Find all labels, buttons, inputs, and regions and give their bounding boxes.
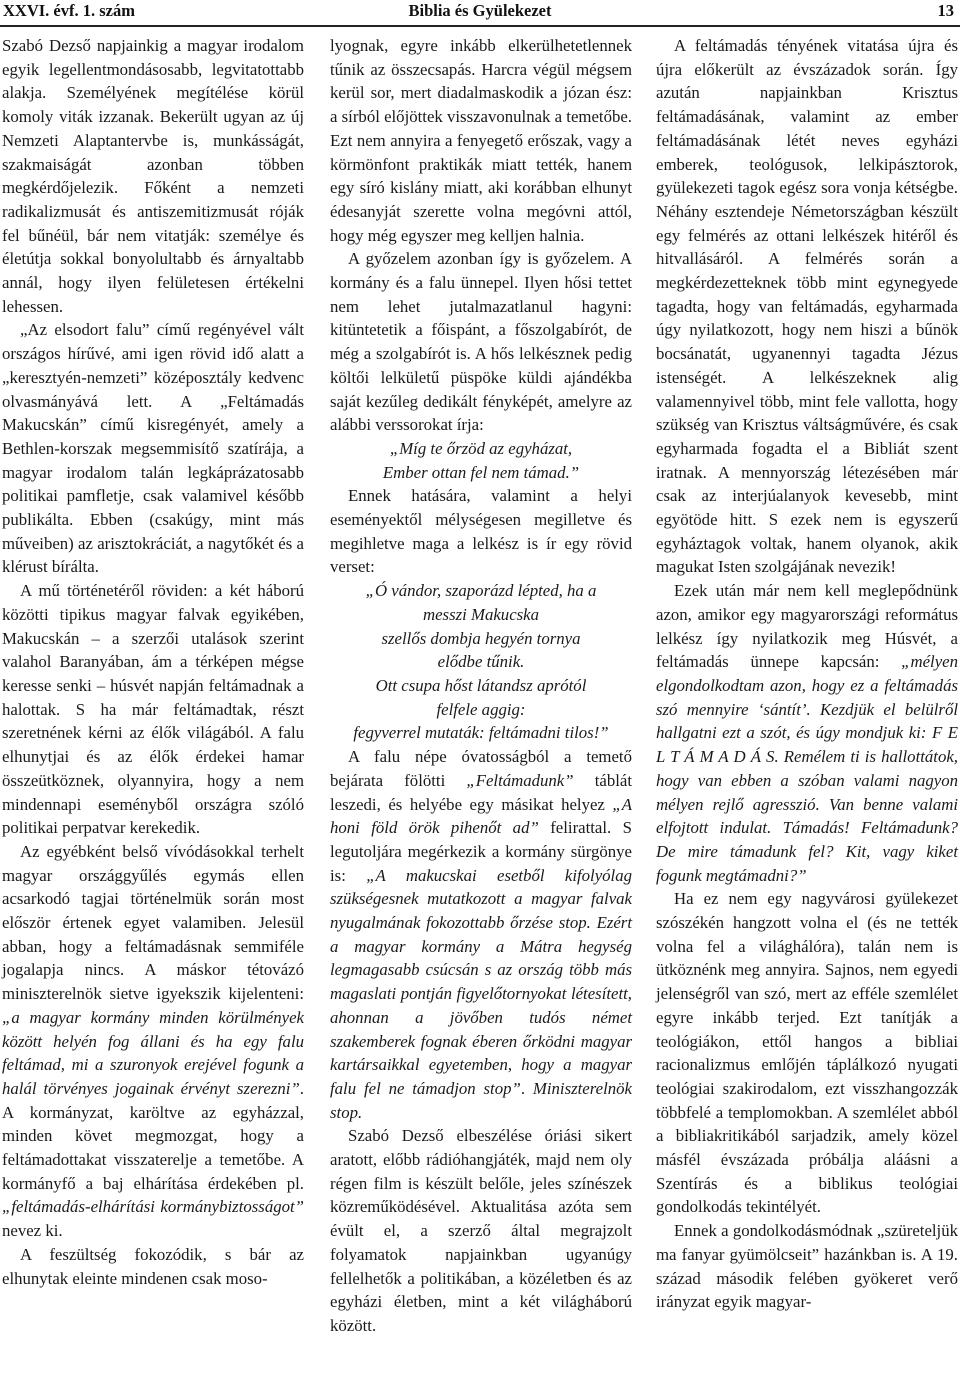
page-number: 13 [937, 1, 954, 20]
verse-pastor: „Ó vándor, szaporázd lépted, ha a messzi Makucska szellős dombja hegyén tornya elődbe tűnik. Ott csupa hőst látandsz aprótól felfele aggig: fegyverrel mutaták: feltámadni tilos!” [353, 581, 609, 743]
paragraph: Ennek hatására, valamint a helyi eseményektől mélységesen megilletve és megihletve maga a lelkész is ír egy rövid verset: [330, 486, 632, 577]
quote: „a magyar kormány minden körülmények között helyén fog állani és ha egy falu feltámad, mi a szuronyok erejével fogunk a halál törvényes jogainak érvényt szerezni” [2, 1007, 304, 1098]
paragraph: A falu népe óvatosságból a temető bejárata fölötti „Feltámadunk” táblát leszedi, és helyébe egy másikat helyez „A honi föld örök pihenőt ad” felirattal. S legutoljára megérkezik a kormány sürgönye is: „A makucskai esetből kifolyólag szükségesnek mutatkozott a magyar falvak nyugalmának fokozottabb őrzése stop. Ezért a magyar kormány a Mátra hegység legmagasabb csúcsán s az ország több más magaslati pontján figyelőtornyokat létesített, ahonnan a jövőben tudós német szakemberek fognak éberen őrködni magyar kartársaikkal egyetemben, hogy a magyar falu fel ne támadjon stop”. Miniszterelnök stop. [330, 747, 632, 1122]
paragraph: „Az elsodort falu” című regényével vált országos hírűvé, ami igen rövid idő alatt a „keresztyén-nemzeti” középosztály kedvenc olvasmányává lett. A „Feltámadás Makucskán” című kisregényét, amely a Bethlen-korszak megsemmisítő szatírája, a magyar irodalom talán legkáprázatosabb politikai pamfletje, csak valamivel később publikálta. Ebben (csakúgy, mint más műveiben) az arisztokráciát, a nagytőkét és a klérust bírálta. [2, 320, 304, 577]
column-middle [330, 34, 632, 1338]
paragraph: A feszültség fokozódik, s bár az elhunytak eleinte mindenen csak moso- [2, 1244, 304, 1288]
quote: „A makucskai esetből kifolyólag szükségesnek mutatkozott a magyar falvak nyugalmának fokozottabb őrzése stop. Ezért a magyar kormány a Mátra hegység legmagasabb csúcsán s az ország több más magaslati pontján figyelőtornyokat létesített, ahonnan a jövőben tudós német szakemberek fognak éberen őrködni magyar kartársaikkal egyetemben, hogy a magyar falu fel ne támadjon stop” [330, 865, 632, 1098]
header-rule [0, 25, 960, 27]
column-left [2, 34, 304, 1290]
quote: „A honi föld örök pihenőt ad” [330, 794, 632, 838]
paragraph: Ennek a gondolkodásmódnak „szüreteljük ma fanyar gyümölcseit” hazánkban is. A 19. század második felében gyökeret verő irányzat egyik magyar- [656, 1221, 958, 1312]
paragraph: Ha ez nem egy nagyvárosi gyülekezet szószékén hangzott volna el (és ne tették volna fel a világhálóra), talán nem is ütköznénk meg annyira. Sajnos, nem egyedi jelenségről van szó, mert az efféle szemlélet egyre inkább terjed. Ezt tanítják a teológiákon, ettől hangos a bibliai racionalizmus emlőjén táplálkozó nyugati teológiai szakirodalom, ezt visszhangozzák többfelé a templomokban. A szemlélet abból a bibliakritikából sarjadzik, amely közel másfél évszázada próbálja aláásni a Szentírás és a biblikus teológiai gondolkodás tekintélyét. [656, 889, 958, 1217]
journal-title: Biblia és Gyülekezet [408, 1, 552, 20]
paragraph: Az egyébként belső vívódásokkal terhelt magyar országgyűlés egymás ellen acsarkodó tagjai történelmük során most először értenek egyet valamiben. Jelesül abban, hogy a feltámadásnak semmiféle jogalapja nincs. A máskor tétovázó miniszterelnök sietve igyekszik kijelenteni: „a magyar kormány minden körülmények között helyén fog állani és ha egy falu feltámad, mi a szuronyok erejével fogunk a halál törvényes jogainak érvényt szerezni”. A kormányzat, karöltve az egyházzal, minden követ megmozgat, hogy a feltámadottakat visszaterelje a temetőbe. A kormányfő a baj elhárítása érdekében pl. „feltámadás-elhárítási kormánybiztosságot” nevez ki. [2, 841, 304, 1241]
quote: „mélyen elgondolkodtam azon, hogy ez a feltámadás szó mennyire ‘sántít’. Kezdjük el belülről hallgatni ezt a szót, és úgy mondjuk ki: F E L T Á M A D Á S. Remélem ti is hallottátok, hogy van ebben a szóban valami nagyon mélyen rejlő agresszió. Van benne valami elfojtott indulat. Támadás! Feltámadunk? De mire támadunk fel? Kit, vagy kiket fogunk megtámadni?” [656, 652, 958, 885]
verse-bishop: „Míg te őrzöd az egyházat, Ember ottan fel nem támad.” [382, 438, 580, 482]
quote: „feltámadás-elhárítási kormánybiztosságot” [2, 1197, 304, 1217]
column-right [656, 34, 958, 1314]
paragraph: Ezek után már nem kell meglepődnünk azon, amikor egy magyarországi református lelkész így nyilatkozik meg Húsvét, a feltámadás ünnepe kapcsán: „mélyen elgondolkodtam azon, hogy ez a feltámadás szó mennyire ‘sántít’. Kezdjük el belülről hallgatni ezt a szót, és úgy mondjuk ki: F E L T Á M A D Á S. Remélem ti is hallottátok, hogy van ebben a szóban valami nagyon mélyen rejlő agresszió. Van benne valami elfojtott indulat. Támadás! Feltámadunk? De mire támadunk fel? Kit, vagy kiket fogunk megtámadni?” [656, 581, 958, 885]
running-header [0, 0, 960, 22]
issue-label: XXVI. évf. 1. szám [3, 1, 135, 20]
quote: „Feltámadunk” [466, 770, 574, 790]
paragraph: Szabó Dezső napjainkig a magyar irodalom egyik legellentmondásosabb, legvitatottabb alakja. Személyének megítélése körül komoly viták izzanak. Bekerült ugyan az új Nemzeti Alaptantervbe is, munkásságát, szakmaiságát azonban többen megkérdőjelezik. Főként a nemzeti radikalizmusát és antiszemitizmusát róják fel bűnéül, bár nem vitatják: személye és életútja sokkal bonyolultabb és árnyaltabb annál, hogy ilyen felületesen értékelni lehessen. [2, 36, 304, 316]
paragraph: A mű történetéről röviden: a két háború közötti tipikus magyar falvak egyikében, Makucskán – a szerzői utalások szerint valahol Baranyában, ám a térképen mégse keresse senki – húsvét napján feltámadnak a halottak. S ha már feltámadtak, részt szeretnének kérni az élők világából. A falu elhunytjai és az élők érdekei hamar összeütköznek, olyannyira, hogy a nem mindennapi eseményből országra szóló politikai perpatvar kerekedik. [2, 581, 304, 838]
paragraph: Szabó Dezső elbeszélése óriási sikert aratott, előbb rádióhangjáték, majd nem oly régen film is készült belőle, jeles színészek közreműködésével. Aktualitása azóta sem évült el, a szerző által megrajzolt folyamatok napjainkban ugyanúgy fellelhetők a politikában, a közéletben és az egyházi életben, mint a két világháború között. [330, 1126, 632, 1335]
quote: Miniszterelnök stop. [330, 1078, 632, 1122]
paragraph: lyognak, egyre inkább elkerülhetetlennek tűnik az összecsapás. Harcra végül mégsem kerül sor, mert diadalmaskodik a józan ész: a sírból előjöttek visszavonulnak a temetőbe. Ezt nem annyira a fenyegető erőszak, vagy a körmönfont praktikák miatt tették, hanem egy síró kislány miatt, aki korábban elhunyt édesanyját szerette volna megóvni attól, hogy még egyszer meg kelljen halnia. [330, 36, 632, 245]
paragraph: A győzelem azonban így is győzelem. A kormány és a falu ünnepel. Ilyen hősi tettet nem lehet jutalmazatlanul hagyni: kitüntetetik a főispánt, a főszolgabírót, de még a szolgabírót is. A hős lelkésznek pedig költői lelkületű püspöke küldi ajándékba saját kezűleg dedikált fényképét, amelyre az alábbi verssorokat írja: [330, 249, 632, 435]
paragraph: A feltámadás tényének vitatása újra és újra előkerült az évszázadok során. Így azután napjainkban Krisztus feltámadásának, valamint az ember feltámadásának létét neves egyházi emberek, teológusok, lelkipásztorok, gyülekezeti tagok egész sora vonja kétségbe. Néhány esztendeje Németországban készült egy felmérés az ottani lelkészek hitéről és hitvallásáról. A felmérés során a megkérdezetteknek több mint egynegyede tagadta, hogy van feltámadás, egyharmada úgy nyilatkozott, hogy nem hiszi a bűnök bocsánatát, ugyanennyi tagadta Jézus istenségét. A lelkészeknek alig valamennyivel több, mint fele vallotta, hogy szükség van Krisztus váltságművére, és csak egyharmada fogadta el a Bibliát szent iratnak. A mennyország létezésében már csak az interjúalanyok kevesebb, mint egyötöde hitt. S ezek nem is egyszerű egyháztagok voltak, hanem olyanok, akik magukat Isten szolgájának nevezik! [656, 36, 958, 577]
